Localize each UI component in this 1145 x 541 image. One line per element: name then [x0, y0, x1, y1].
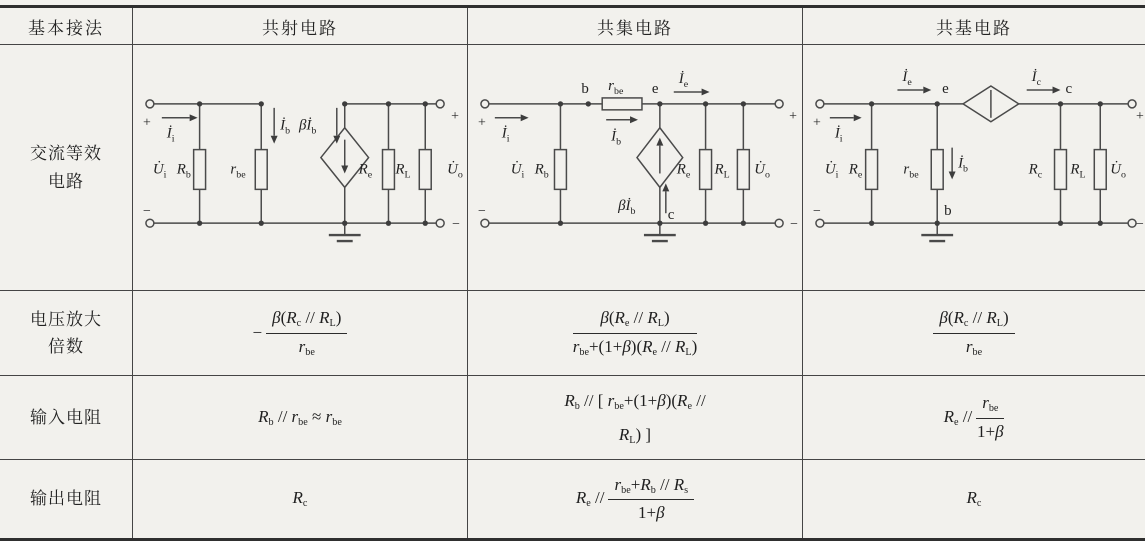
ce-output-minus: −: [451, 216, 460, 232]
cc-label-beta-Ib: $\beta İ_b$: [617, 197, 635, 217]
rin-cb-fraction: [976, 393, 1004, 441]
cb-label-Ic: $İ_c$: [1031, 68, 1042, 88]
gain-ce-fraction: [266, 308, 347, 357]
cb-label-RL: $R_L$: [1070, 160, 1086, 180]
cb-label-Ib: $İ_b$: [958, 155, 969, 174]
ce-label-Ii: $İ_i$: [166, 125, 175, 145]
rin-cc-line1: Rb // [ rbe+(1+β)(Re //: [564, 390, 706, 412]
cc-output-minus: −: [789, 216, 798, 232]
cb-label-Uo: $U̇_o$: [1110, 160, 1126, 180]
cell-rout-cb: [803, 460, 1145, 538]
cb-label-Ui: $U̇_i$: [824, 160, 839, 180]
rout-cb-expression: Rc: [966, 488, 982, 510]
cb-node-c: c: [1065, 80, 1073, 97]
cc-label-Ie: $İ_e$: [678, 70, 688, 90]
row-label-line1: 电压放大: [30, 309, 102, 329]
cell-rin-ce: [133, 376, 468, 460]
rout-ce-expression: Rc: [292, 488, 308, 510]
gain-cb-denominator: rbe: [965, 336, 983, 358]
amplifier-comparison-table: [0, 5, 1145, 541]
cc-input-minus: −: [477, 203, 486, 219]
cb-label-Ie: $İ_e$: [902, 68, 912, 88]
cell-rout-ce: [133, 460, 468, 538]
cc-label-Ii: $İ_i$: [501, 125, 510, 145]
cell-cb-circuit: [803, 45, 1145, 291]
cb-label-Re: $R_e$: [848, 160, 863, 180]
cc-label-Ib: $İ_b$: [610, 128, 621, 148]
gain-cc-denominator: rbe+(1+β)(Re // RL): [572, 336, 698, 358]
cell-rin-cc: [468, 376, 803, 460]
row-label-line1: 交流等效: [30, 144, 102, 164]
ce-circuit-diagram: [134, 46, 467, 290]
cc-output-plus: +: [788, 108, 797, 124]
rout-cc-prefix: Re //: [575, 488, 605, 510]
cc-label-rbe: $r_{be}$: [607, 77, 623, 97]
rout-cc-numerator: rbe+Rb // Rs: [608, 475, 694, 500]
ce-label-Re: $R_e$: [358, 160, 372, 180]
ce-label-RL: $R_L$: [394, 160, 411, 180]
cb-node-e: e: [942, 80, 949, 97]
cb-output-plus: +: [1136, 108, 1144, 124]
cell-cc-circuit: [468, 45, 803, 291]
rout-cc-denominator: 1+β: [638, 503, 665, 523]
row-label-ac-equivalent-circuit: [0, 45, 133, 291]
ce-label-Rb: $R_b$: [176, 160, 191, 180]
rin-cc-line2: RL) ]: [618, 424, 652, 446]
cell-gain-cc: [468, 291, 803, 376]
header-common-base: 共基电路: [803, 8, 1145, 45]
ce-input-minus: −: [142, 203, 151, 219]
rin-cb-numerator: rbe: [976, 393, 1004, 418]
cb-node-b: b: [944, 202, 952, 219]
cc-circuit-diagram: [469, 46, 802, 290]
cc-label-Ui: $U̇_i$: [510, 160, 524, 180]
ce-output-plus: +: [450, 108, 459, 124]
ce-label-beta-Ib: $\beta İ_b$: [298, 117, 316, 137]
cc-node-c: c: [667, 206, 674, 223]
ce-label-Ui: $U̇_i$: [152, 160, 166, 180]
rin-cb-prefix: Re //: [943, 406, 973, 429]
cc-label-RL: $R_L$: [714, 160, 730, 180]
gain-ce-numerator: β(Rc // RL): [266, 308, 347, 333]
header-basic-connection: 基本接法: [0, 8, 133, 45]
cb-output-minus: −: [1136, 216, 1144, 232]
cell-gain-ce: [133, 291, 468, 376]
row-label-input-resistance: 输入电阻: [0, 376, 133, 460]
cell-rin-cb: [803, 376, 1145, 460]
cell-rout-cc: [468, 460, 803, 538]
row-label-line2: 电路: [48, 171, 84, 191]
cb-label-rbe: $r_{be}$: [903, 160, 919, 180]
cb-label-Ii: $İ_i$: [834, 125, 843, 145]
header-common-collector: 共集电路: [468, 8, 803, 45]
cc-node-e: e: [651, 80, 659, 97]
rin-cc-expression: [564, 384, 705, 452]
rin-cb-denominator: 1+β: [977, 421, 1004, 441]
header-common-emitter: 共射电路: [133, 8, 468, 45]
cb-input-minus: −: [812, 203, 821, 219]
row-label-voltage-gain: [0, 291, 133, 376]
cc-input-plus: +: [477, 115, 486, 131]
ce-label-rbe: $r_{be}$: [229, 160, 246, 180]
ce-label-Uo: $U̇_o$: [446, 160, 463, 180]
cb-circuit-diagram: [804, 46, 1144, 290]
row-label-output-resistance: 输出电阻: [0, 460, 133, 538]
cc-label-Rb: $R_b$: [534, 160, 549, 180]
gain-ce-denominator: rbe: [298, 336, 315, 358]
cb-label-Rc: $R_c$: [1028, 160, 1043, 180]
ce-input-plus: +: [142, 115, 151, 131]
cb-input-plus: +: [812, 115, 821, 131]
gain-cc-numerator: β(Re // RL): [573, 308, 698, 333]
cc-label-Re: $R_e$: [676, 160, 690, 180]
cell-gain-cb: [803, 291, 1145, 376]
gain-cc-fraction: [573, 308, 698, 357]
cc-node-b: b: [580, 80, 589, 97]
ce-label-Ib: $İ_b$: [279, 117, 290, 137]
gain-ce-minus: −: [252, 323, 263, 342]
rin-ce-expression: Rb // rbe ≈ rbe: [258, 406, 342, 429]
gain-cb-fraction: [933, 308, 1014, 357]
cell-ce-circuit: [133, 45, 468, 291]
rout-cc-fraction: [608, 475, 694, 523]
cc-label-Uo: $U̇_o$: [753, 160, 770, 180]
gain-cb-numerator: β(Rc // RL): [933, 308, 1014, 333]
row-label-line2: 倍数: [48, 337, 84, 356]
